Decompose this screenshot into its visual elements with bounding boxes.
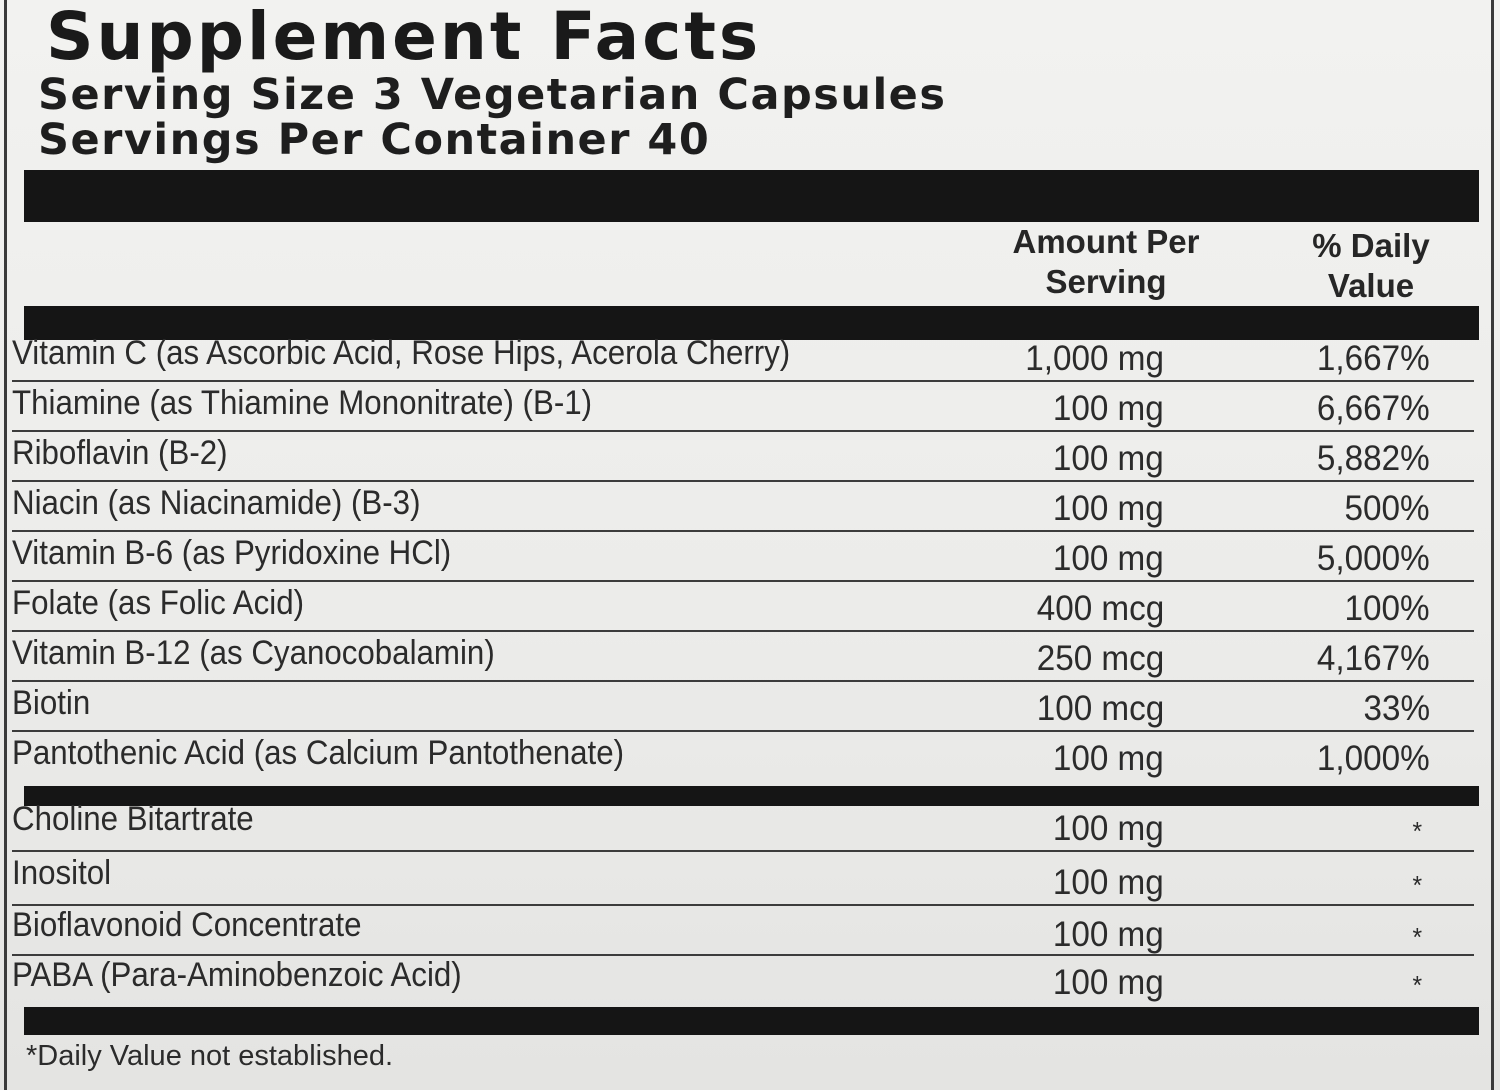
bottom-thick-bar: [24, 1007, 1479, 1035]
daily-header-line1: % Daily: [1312, 227, 1430, 264]
nutrient-row: [12, 432, 1474, 482]
nutrient-amount: 100 mg: [1053, 809, 1164, 848]
nutrient-amount: 100 mg: [1053, 439, 1164, 478]
top-thick-bar: [24, 170, 1479, 222]
daily-header-line2: Value: [1327, 267, 1415, 304]
nutrient-daily-value: 1,000%: [1317, 739, 1430, 778]
nutrient-amount: 1,000 mg: [1025, 339, 1164, 378]
nutrient-name: PABA (Para-Aminobenzoic Acid): [12, 956, 462, 994]
nutrient-row: [12, 904, 1474, 954]
nutrient-name: Folate (as Folic Acid): [12, 584, 305, 622]
nutrient-row: [12, 532, 1474, 582]
nutrient-row: [12, 732, 1474, 782]
nutrient-row: [12, 682, 1474, 732]
nutrient-row: [12, 954, 1474, 1004]
nutrient-daily-value: 33%: [1363, 689, 1430, 728]
nutrient-daily-value: 5,000%: [1317, 539, 1430, 578]
nutrient-daily-value: *: [1412, 816, 1422, 846]
nutrient-daily-value: 5,882%: [1317, 439, 1430, 478]
panel-right-border: [1491, 0, 1494, 1090]
nutrient-amount: 100 mg: [1053, 389, 1164, 428]
nutrient-name: Niacin (as Niacinamide) (B-3): [12, 484, 421, 522]
amount-per-serving-header: [1006, 222, 1206, 302]
nutrient-row: [12, 582, 1474, 632]
nutrient-amount: 100 mg: [1053, 863, 1164, 902]
nutrient-name: Biotin: [12, 684, 91, 722]
nutrient-amount: 100 mg: [1053, 539, 1164, 578]
nutrient-amount: 100 mcg: [1036, 689, 1164, 728]
nutrient-amount: 100 mg: [1053, 489, 1164, 528]
nutrient-daily-value: 1,667%: [1317, 339, 1430, 378]
nutrient-amount: 250 mcg: [1036, 639, 1164, 678]
nutrient-row: [12, 632, 1474, 682]
nutrient-name: Bioflavonoid Concentrate: [12, 906, 362, 944]
nutrient-name: Choline Bitartrate: [12, 800, 254, 838]
nutrient-name: Pantothenic Acid (as Calcium Pantothenate): [12, 734, 625, 772]
label-title: Supplement Facts: [46, 0, 762, 75]
nutrient-daily-value: 6,667%: [1317, 389, 1430, 428]
nutrient-name: Vitamin B-6 (as Pyridoxine HCl): [12, 534, 452, 572]
nutrient-daily-value: *: [1412, 922, 1422, 952]
amount-header-line2: Serving: [1045, 263, 1167, 300]
panel-left-border: [4, 0, 7, 1090]
nutrient-name: Inositol: [12, 854, 112, 892]
nutrient-amount: 100 mg: [1053, 739, 1164, 778]
nutrient-row: [12, 332, 1474, 382]
nutrient-daily-value: *: [1412, 870, 1422, 900]
nutrient-row: [12, 852, 1474, 902]
nutrient-daily-value: 4,167%: [1317, 639, 1430, 678]
nutrient-row: [12, 798, 1474, 848]
nutrient-name: Riboflavin (B-2): [12, 434, 228, 472]
servings-per-container: Servings Per Container 40: [38, 115, 711, 165]
amount-header-line1: Amount Per: [1012, 223, 1200, 260]
daily-value-header: [1296, 226, 1446, 306]
nutrient-row: [12, 382, 1474, 432]
footnote: *Daily Value not established.: [26, 1040, 394, 1072]
nutrient-daily-value: 100%: [1344, 589, 1430, 628]
nutrient-amount: 400 mcg: [1036, 589, 1164, 628]
nutrient-daily-value: *: [1412, 970, 1422, 1000]
nutrient-daily-value: 500%: [1344, 489, 1430, 528]
nutrient-name: Vitamin B-12 (as Cyanocobalamin): [12, 634, 495, 672]
serving-size: Serving Size 3 Vegetarian Capsules: [38, 70, 947, 120]
nutrient-amount: 100 mg: [1053, 915, 1164, 954]
nutrient-row: [12, 482, 1474, 532]
nutrient-name: Thiamine (as Thiamine Mononitrate) (B-1): [12, 384, 593, 422]
nutrient-name: Vitamin C (as Ascorbic Acid, Rose Hips, Acerola Cherry): [12, 334, 791, 372]
nutrient-amount: 100 mg: [1053, 963, 1164, 1002]
